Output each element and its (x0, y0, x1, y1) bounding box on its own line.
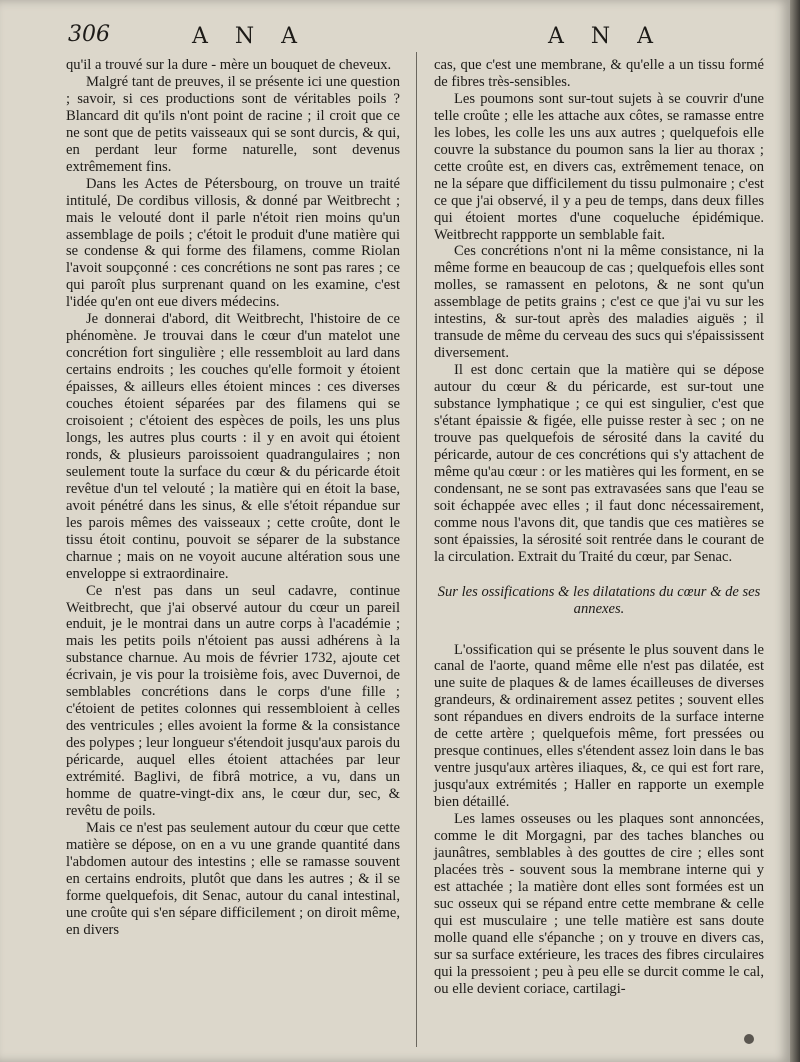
column-divider (416, 52, 417, 1047)
section-heading: Sur les ossifications & les dilatations du cœur & de ses annexes. (437, 583, 761, 617)
paragraph: qu'il a trouvé sur la dure - mère un bouquet de cheveux. (66, 57, 392, 73)
running-head-left: A N A (192, 24, 308, 49)
paragraph: Les lames osseuses ou les plaques sont annoncées, comme le dit Morgagni, par des taches blanches ou jaunâtres, semblables à des gouttes de cire ; elles sont placées très - souvent sous la membrane interne qui y est attachée ; la matière dont elles sont formées est un suc osseux qui se répand entre cette membrane & celle qui est musculaire ; une telle matière est sans doute molle quand elle s'épanche ; on y trouve en divers cas, sur sa surface extérieure, les traces des fibres circulaires qui la pressoient ; peu à peu elle se durcit comme le cal, ou elle devient coriace, cartilagi- (434, 811, 764, 997)
paragraph: Dans les Actes de Pétersbourg, on trouve un traité intitulé, De cordibus villosis, & donné par Weitbrecht ; mais le velouté dont il parle n'étoit rien moins qu'un assemblage de poils ; c'étoit le produit d'une matière qui se condense & qui forme des filamens, comme Riolan l'avoit soupçonné : ces concrétions ne sont pas rares ; ce qui paroît plus surprenant quand on les examine, c'est l'idée qu'en ont eue divers médecins. (66, 175, 400, 311)
paragraph: L'ossification qui se présente le plus souvent dans le canal de l'aorte, quand même elle n'est pas dilatée, est une suite de plaques & de lames écailleuses de diverses grandeurs, & ordinairement assez petites ; souvent elles sont répandues en divers endroits de la surface interne de cette artère ; quelquefois même, fort pressées ou presque continues, elles s'étendent assez loin dans le bas ventre jusqu'aux artères iliaques, &, ce qui est fort rare, jusqu'aux extrémités ; Haller en rapporte un exemple bien détaillé. (434, 641, 764, 811)
running-head-right: A N A (548, 24, 664, 49)
paragraph: Il est donc certain que la matière qui se dépose autour du cœur & du péricarde, est sur-tout une substance lymphatique ; ce qui est singulier, c'est que s'étant épaissie & figée, elle puisse rester à sec ; on ne trouve pas quelquefois de sérosité dans la cavité du péricarde, autour de ces concrétions qui s'y attachent de même qu'au cœur : or les matières qui les forment, en se condensant, ne se sont pas extravasées sans que l'eau se soit échappée avec elles ; il faut donc nécessairement, comme nous l'avons dit, que tandis que ces matières se sont épaissies, la sérosité soit rentrée dans le courant de la circulation. Extrait du Traité du cœur, par Senac. (434, 362, 764, 565)
page-edge-shadow (790, 0, 800, 1062)
paragraph: Mais ce n'est pas seulement autour du cœur que cette matière se dépose, on en a vu une grande quantité dans l'abdomen autour des intestins ; elle se ramasse souvent en certains endroits, plutôt que dans les autres ; & il se forme quelquefois, dit Senac, autour du canal intestinal, une croûte qui s'en sépare difficilement ; on diroit même, en divers (66, 819, 400, 938)
page-number: 306 (68, 22, 110, 47)
paragraph: Malgré tant de preuves, il se présente ici une question ; savoir, si ces productions sont de véritables poils ? Blancard dit qu'ils n'ont point de racine ; il croit que ce ne sont que de petits vaisseaux qui se sont durcis, & qui, en perdant leur forme naturelle, sont devenus extrêmement fins. (66, 73, 400, 175)
left-column (66, 57, 400, 939)
right-column (434, 57, 764, 998)
page-header (0, 22, 790, 52)
paragraph: Les poumons sont sur-tout sujets à se couvrir d'une telle croûte ; elle les attache aux côtes, se ramasse entre les lobes, les colle les uns aux autres ; quelquefois elle couvre la substance du poumon sans la lier au thorax ; cette croûte est, en divers cas, extrêmement tenace, on ne la sépare que difficilement du tissu pulmonaire ; c'est ce que j'ai observé, il y a peu de temps, dans deux filles qui étoient mortes d'une coqueluche épidémique. Weitbrecht rappporte un semblable fait. (434, 90, 764, 243)
paragraph: Je donnerai d'abord, dit Weitbrecht, l'histoire de ce phénomène. Je trouvai dans le cœur d'un matelot une concrétion fort singulière ; elle ressembloit au lard dans certains endroits ; les couches qu'elle formoit y étoient épaisses, & ailleurs elles étoient minces : ces diverses couches étoient séparées par des filamens qui se croisoient ; c'étoient des espèces de poils, les uns plus longs, les autres plus courts : il y en avoit qui étoient ronds, & plusieurs paroissoient quadrangulaires ; non seulement toute la surface du cœur & du péricarde étoit revêtue d'un tel velouté ; la matière qui en étoit la base, avoit pénétré dans les sinus, & elle s'étoit répandue sur les parois mêmes des vaisseaux ; cette croûte, dont le tissu étoit continu, pouvoit se séparer de la substance charnue ; mais on ne voyoit aucune altération sous une enveloppe si extraordinaire. (66, 311, 400, 582)
paragraph: Ces concrétions n'ont ni la même consistance, ni la même forme en beaucoup de cas ; quelquefois elles sont molles, se ramassent en pelotons, & ne sont qu'un assemblage de petits grains ; c'est ce que j'ai vu sur les intestins, & sur-tout après des maladies aiguës ; il transude de même du cerveau des sucs qui s'épaississent diversement. (434, 243, 764, 362)
ink-blot-mark (744, 1034, 754, 1044)
paragraph: cas, que c'est une membrane, & qu'elle a un tissu formé de fibres très-sensibles. (434, 57, 764, 90)
paragraph: Ce n'est pas dans un seul cadavre, continue Weitbrecht, que j'ai observé autour du cœur un pareil enduit, je le montrai dans un autre corps à l'académie ; mais les petits poils n'étoient pas aussi adhérens à la substance charnue. Au mois de février 1732, ajoute cet écrivain, je vis pour la troisième fois, avec Duvernoi, de semblables concrétions dans le corps d'une fille ; c'étoient de petites colonnes qui ressembloient à celles des ventricules ; elles avoient la forme & la consistance des polypes ; leur longueur s'étendoit jusqu'aux parois du péricarde, auquel elles étoient attachées par leur extrémité. Baglivi, de fibrâ motrice, a vu, dans un homme de quatre-vingt-dix ans, le cœur dur, sec, & revêtu de poils. (66, 582, 400, 819)
